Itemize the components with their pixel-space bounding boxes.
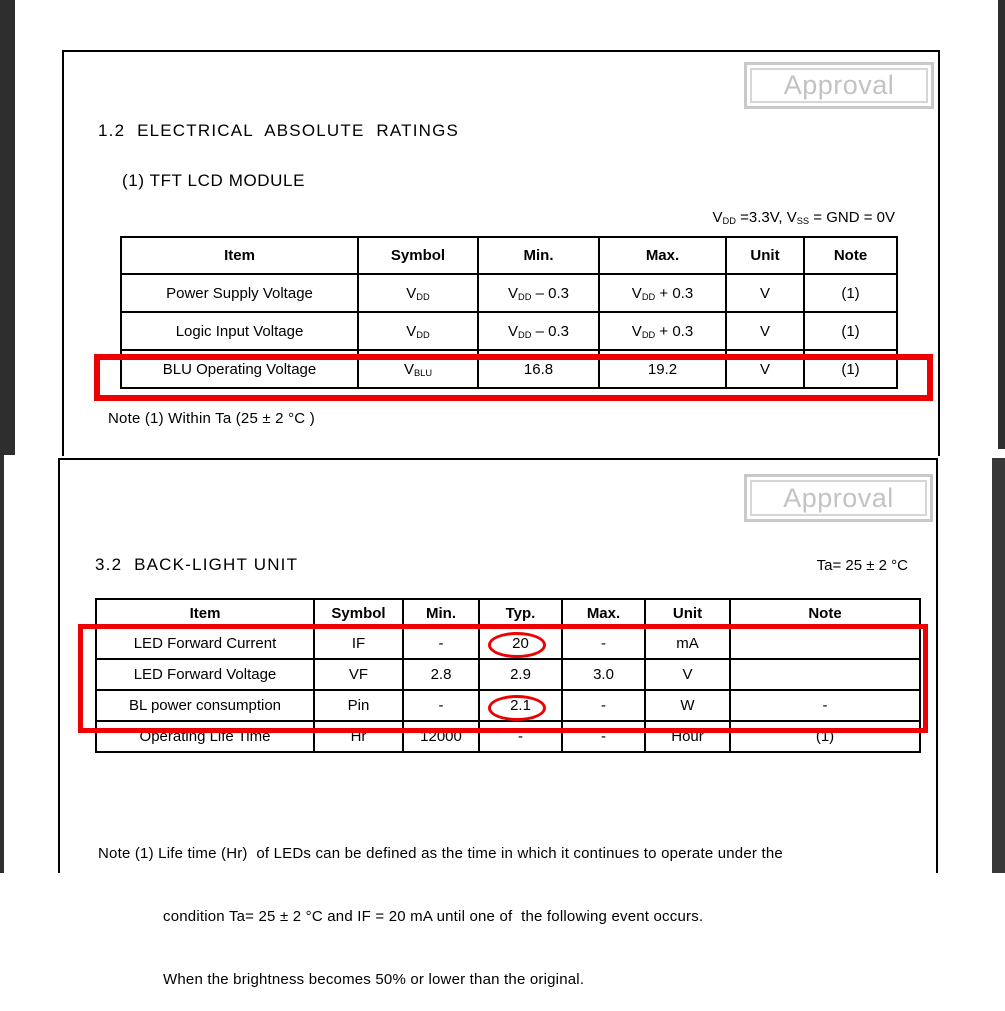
table-row [121,312,897,350]
column-header: Unit [726,237,804,274]
table-cell: 2.9 [479,659,562,690]
column-header: Min. [403,599,479,628]
column-header: Item [121,237,358,274]
supply-voltage-condition: $V_{DD} =3.3V$, $V_{SS}$ = GND = 0V [712,209,895,226]
highlight-ellipse-typ-2-1 [488,695,546,721]
table-cell: V [726,350,804,388]
page-edge-shadow-right-top [998,0,1005,449]
table-cell: W [645,690,730,721]
table-cell: Pin [314,690,403,721]
table-cell: $V_{DD} + 0.3$ [599,274,726,312]
table-cell: - [403,628,479,659]
table-cell: $V_{DD}$ [358,274,478,312]
column-header: Max. [599,237,726,274]
table-cell: mA [645,628,730,659]
table-cell: (1) [730,721,920,752]
table-cell: 20 [479,628,562,659]
table-cell: $V_{DD} - 0.3$ [478,274,599,312]
column-header: Unit [645,599,730,628]
table-cell: Hr [314,721,403,752]
table-cell: - [479,721,562,752]
table-cell: - [403,690,479,721]
column-header: Item [96,599,314,628]
table-row [121,274,897,312]
table-cell: - [562,721,645,752]
table-cell: LED Forward Current [96,628,314,659]
column-header: Note [730,599,920,628]
table-cell: (1) [804,312,897,350]
table-cell: 2.8 [403,659,479,690]
approval-stamp-page2 [744,474,933,522]
note-line-2: condition Ta= 25 ± 2 °C and IF = 20 mA until one of the following event occurs. [163,908,704,925]
page-edge-shadow-left-top [0,0,15,455]
table-cell: BL power consumption [96,690,314,721]
table-cell: $V_{DD} - 0.3$ [478,312,599,350]
header-row [121,237,897,274]
table-cell: Operating Life Time [96,721,314,752]
column-header: Typ. [479,599,562,628]
note-within-ta: Note (1) Within Ta (25 ± 2 °C ) [108,410,315,427]
table-cell: (1) [804,274,897,312]
approval-stamp-label: Approval [750,480,927,516]
table-cell: V [726,312,804,350]
table-cell: Power Supply Voltage [121,274,358,312]
column-header: Symbol [314,599,403,628]
highlight-rect-blu-operating-voltage-row [94,354,933,401]
table-cell: BLU Operating Voltage [121,350,358,388]
highlight-ellipse-typ-20 [488,632,546,658]
table-cell: $V_{DD} + 0.3$ [599,312,726,350]
subsection-title-tft-lcd-module: (1) TFT LCD MODULE [122,171,306,190]
column-header: Symbol [358,237,478,274]
page-edge-shadow-right-bottom [992,458,1005,873]
column-header: Max. [562,599,645,628]
column-header: Note [804,237,897,274]
table-cell: Hour [645,721,730,752]
table-cell: (1) [804,350,897,388]
table-cell: - [562,628,645,659]
approval-stamp-label: Approval [750,68,928,103]
column-header: Min. [478,237,599,274]
note-line-3: When the brightness becomes 50% or lower than the original. [163,971,585,988]
note-line-1: Note (1) Life time (Hr) of LEDs can be defined as the time in which it continues to operate under the [98,845,783,862]
table-cell: LED Forward Voltage [96,659,314,690]
table-cell: Logic Input Voltage [121,312,358,350]
table-cell: 16.8 [478,350,599,388]
table-cell: V [645,659,730,690]
table-cell: 3.0 [562,659,645,690]
table-cell: 19.2 [599,350,726,388]
table-cell: $V_{DD}$ [358,312,478,350]
table-cell: - [562,690,645,721]
table-cell: IF [314,628,403,659]
table-cell: V [726,274,804,312]
section-title-backlight-unit: 3.2 BACK-LIGHT UNIT [95,555,299,574]
table-cell: 2.1 [479,690,562,721]
table-cell: $V_{BLU}$ [358,350,478,388]
section-title-electrical-ratings: 1.2 ELECTRICAL ABSOLUTE RATINGS [98,121,460,140]
table-cell: VF [314,659,403,690]
page-edge-shadow-left-bottom [0,455,4,873]
table-cell: - [730,690,920,721]
table-cell: 12000 [403,721,479,752]
note-lifetime-definition [98,801,783,1011]
approval-stamp-page1 [744,62,934,109]
ambient-temperature-condition: Ta= 25 ± 2 °C [816,557,908,574]
